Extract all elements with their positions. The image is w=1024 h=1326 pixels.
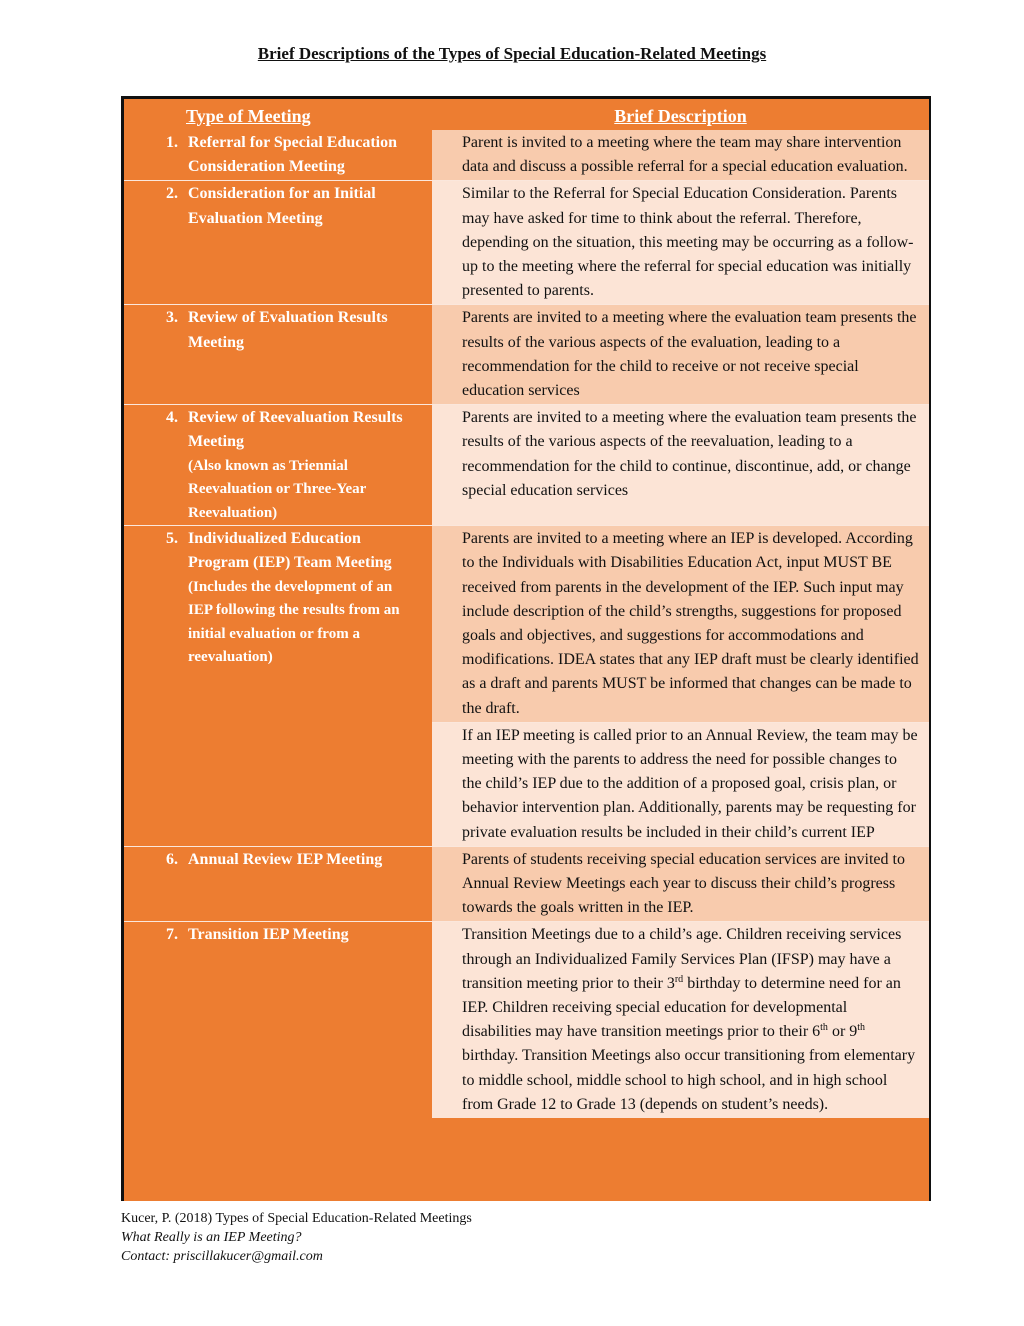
meeting-name: Consideration for an Initial Evaluation Meeting xyxy=(188,185,376,227)
meeting-cell xyxy=(124,526,432,847)
meeting-cell xyxy=(124,405,432,526)
meeting-name: Review of Reevaluation Results Meeting xyxy=(188,409,403,451)
meeting-name: Annual Review IEP Meeting xyxy=(188,850,383,868)
header-brief-description: Brief Description xyxy=(432,99,929,130)
meeting-cell xyxy=(124,922,432,1118)
row-number: 6. xyxy=(166,850,178,868)
superscript: th xyxy=(857,1022,866,1034)
page-title: Brief Descriptions of the Types of Special Education-Related Meetings xyxy=(257,44,767,63)
footer-citation: Kucer, P. (2018) Types of Special Education-Related Meetings xyxy=(121,1211,472,1226)
description-text: birthday. Transition Meetings also occur transitioning from elementary to middle school, middle school to high school, and in high school from Grade 12 to Grade 13 (depends on student’s needs). xyxy=(462,1047,916,1113)
footer-subtitle: What Really is an IEP Meeting? xyxy=(121,1230,302,1245)
footer-contact: Contact: priscillakucer@gmail.com xyxy=(121,1249,323,1264)
row-number: 7. xyxy=(166,926,178,944)
description-cell: Parents of students receiving special education services are invited to Annual Review Meetings each year to discuss their child’s progress towards the goals written in the IEP. xyxy=(432,846,929,922)
footer xyxy=(121,1209,472,1266)
meeting-cell xyxy=(124,181,432,305)
row-number: 4. xyxy=(166,409,178,427)
meeting-note: (Includes the development of an IEP following the results from an initial evaluation or from a reevaluation) xyxy=(188,578,400,666)
table-row xyxy=(124,181,929,305)
description-cell: Parents are invited to a meeting where the evaluation team presents the results of the various aspects of the evaluation, leading to a recommendation for the child to receive or not receive special education services xyxy=(432,305,929,405)
meeting-types-table xyxy=(121,96,931,1201)
description-cell: Parents are invited to a meeting where an IEP is developed. According to the Individuals with Disabilities Education Act, input MUST BE received from parents in the development of the IEP. Such input may include description of the child’s strengths, suggestions for proposed goals and objectives, and suggestions for accommodations and modifications. IDEA states that any IEP draft must be clearly identified as a draft and parents MUST be informed that changes can be made to the draft. xyxy=(432,526,929,723)
row-number: 3. xyxy=(166,309,178,327)
meeting-name: Referral for Special Education Consideration Meeting xyxy=(188,134,398,176)
description-cell: If an IEP meeting is called prior to an Annual Review, the team may be meeting with the parents to address the need for possible changes to the child’s IEP due to the addition of a proposed goal, crisis plan, or behavior intervention plan. Additionally, parents may be requesting for private evaluation results be included in their child’s current IEP xyxy=(432,722,929,846)
meeting-name: Individualized Education Program (IEP) Team Meeting xyxy=(188,530,392,572)
meeting-note: (Also known as Triennial Reevaluation or Three-Year Reevaluation) xyxy=(188,457,367,521)
table-row xyxy=(124,526,929,723)
table-row xyxy=(124,305,929,405)
superscript: rd xyxy=(674,973,684,985)
table-row xyxy=(124,922,929,1118)
meeting-cell xyxy=(124,305,432,405)
description-cell: Parents are invited to a meeting where the evaluation team presents the results of the various aspects of the reevaluation, leading to a recommendation for the child to continue, discontinue, add, or change special education services xyxy=(432,405,929,526)
table-row xyxy=(124,130,929,181)
meeting-name: Transition IEP Meeting xyxy=(188,926,349,944)
meeting-name: Review of Evaluation Results Meeting xyxy=(188,309,388,351)
row-number: 2. xyxy=(166,185,178,203)
description-cell: Similar to the Referral for Special Education Consideration. Parents may have asked for time to think about the referral. Therefore, depending on the situation, this meeting may be occurring as a follow-up to the meeting where the referral for special education was initially presented to parents. xyxy=(432,181,929,305)
description-text: birthday to determine need for an IEP. Children receiving special education for developmental disabilities may have transition meetings prior to their 6 xyxy=(462,974,901,1041)
table-header-row xyxy=(124,99,929,130)
header-type-of-meeting: Type of Meeting xyxy=(124,99,432,130)
description-text: or 9 xyxy=(827,1023,858,1041)
table-row xyxy=(124,405,929,526)
row-number: 1. xyxy=(166,134,178,151)
table-row xyxy=(124,846,929,922)
row-number: 5. xyxy=(166,530,178,548)
description-cell xyxy=(432,922,929,1118)
superscript: th xyxy=(820,1022,828,1034)
description-text: Transition Meetings due to a child’s age. Children receiving services through an Individualized Family Services Plan (IFSP) may have a transition meeting prior to their 3 xyxy=(462,926,902,992)
description-cell: Parent is invited to a meeting where the team may share intervention data and discuss a possible referral for a special education evaluation. xyxy=(432,130,929,181)
table xyxy=(124,99,929,1118)
meeting-cell xyxy=(124,846,432,922)
meeting-cell xyxy=(124,130,432,181)
